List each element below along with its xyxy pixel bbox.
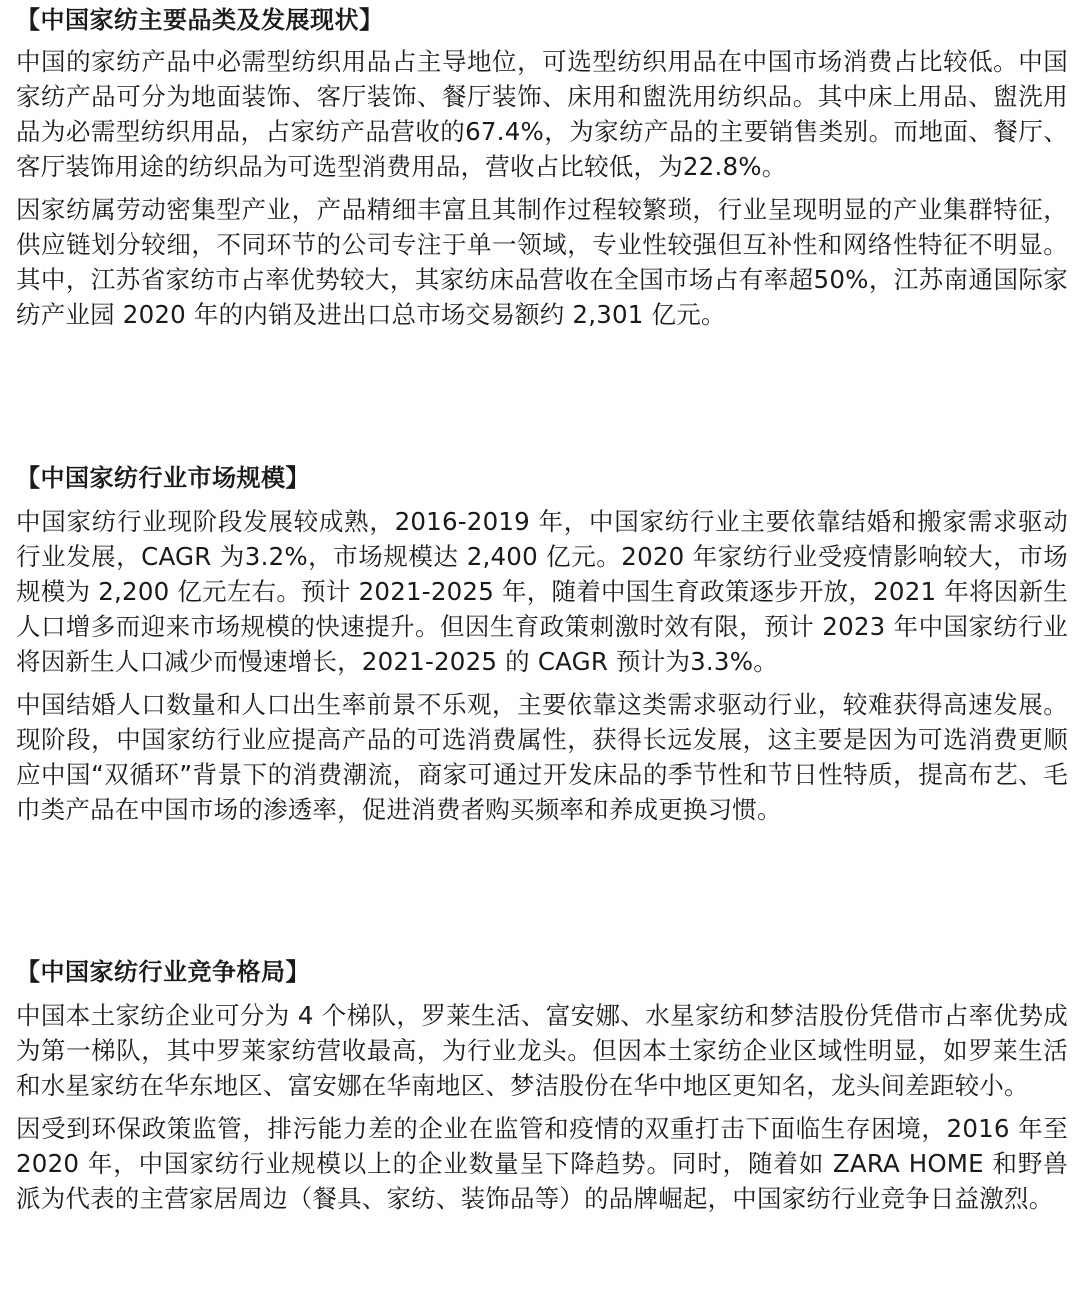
paragraph: 中国结婚人口数量和人口出生率前景不乐观，主要依靠这类需求驱动行业，较难获得高速发展。现阶段，中国家纺行业应提高产品的可选消费属性，获得长远发展，这主要是因为可选消费更顺应中国“双循环”背景下的消费潮流，商家可通过开发床品的季节性和节日性特质，提高布艺、毛巾类产品在中国市场的渗透率，促进消费者购买频率和养成更换习惯。: [16, 690, 1068, 824]
paragraph: 中国的家纺产品中必需型纺织用品占主导地位，可选型纺织用品在中国市场消费占比较低。中国家纺产品可分为地面装饰、客厅装饰、餐厅装饰、床用和盥洗用纺织品。其中床上用品、盥洗用品为必需型纺织用品，占家纺产品营收的67.4%，为家纺产品的主要销售类别。而地面、餐厅、客厅装饰用途的纺织品为可选型消费用品，营收占比较低，为22.8%。: [16, 47, 1068, 181]
paragraph: 因家纺属劳动密集型产业，产品精细丰富且其制作过程较繁琐，行业呈现明显的产业集群特征，供应链划分较细，不同环节的公司专注于单一领域，专业性较强但互补性和网络性特征不明显。其中，江苏省家纺市占率优势较大，其家纺床品营收在全国市场占有率超50%，江苏南通国际家纺产业园 2020 年的内销及进出口总市场交易额约 2,301 亿元。: [16, 195, 1068, 329]
section-competition: [16, 954, 1068, 1216]
section-heading: 【中国家纺行业竞争格局】: [16, 958, 310, 986]
section-market-size: [16, 460, 1068, 827]
paragraph: 因受到环保政策监管，排污能力差的企业在监管和疫情的双重打击下面临生存困境，2016 年至 2020 年，中国家纺行业规模以上的企业数量呈下降趋势。同时，随着如 ZARA HOME 和野兽派为代表的主营家居周边（餐具、家纺、装饰品等）的品牌崛起，中国家纺行业竞争日益激烈。: [16, 1114, 1068, 1213]
section-heading: 【中国家纺行业市场规模】: [16, 464, 310, 492]
section-product-categories: [16, 2, 1068, 332]
paragraph: 中国家纺行业现阶段发展较成熟，2016-2019 年，中国家纺行业主要依靠结婚和搬家需求驱动行业发展，CAGR 为3.2%，市场规模达 2,400 亿元。2020 年家纺行业受疫情影响较大，市场规模为 2,200 亿元左右。预计 2021-2025 年，随着中国生育政策逐步开放，2021 年将因新生人口增多而迎来市场规模的快速提升。但因生育政策刺激时效有限，预计 2023 年中国家纺行业将因新生人口减少而慢速增长，2021-2025 的 CAGR 预计为3.3%。: [16, 507, 1068, 676]
section-heading: 【中国家纺主要品类及发展现状】: [16, 6, 384, 34]
paragraph: 中国本土家纺企业可分为 4 个梯队，罗莱生活、富安娜、水星家纺和梦洁股份凭借市占率优势成为第一梯队，其中罗莱家纺营收最高，为行业龙头。但因本土家纺企业区域性明显，如罗莱生活和水星家纺在华东地区、富安娜在华南地区、梦洁股份在华中地区更知名，龙头间差距较小。: [16, 1001, 1068, 1100]
